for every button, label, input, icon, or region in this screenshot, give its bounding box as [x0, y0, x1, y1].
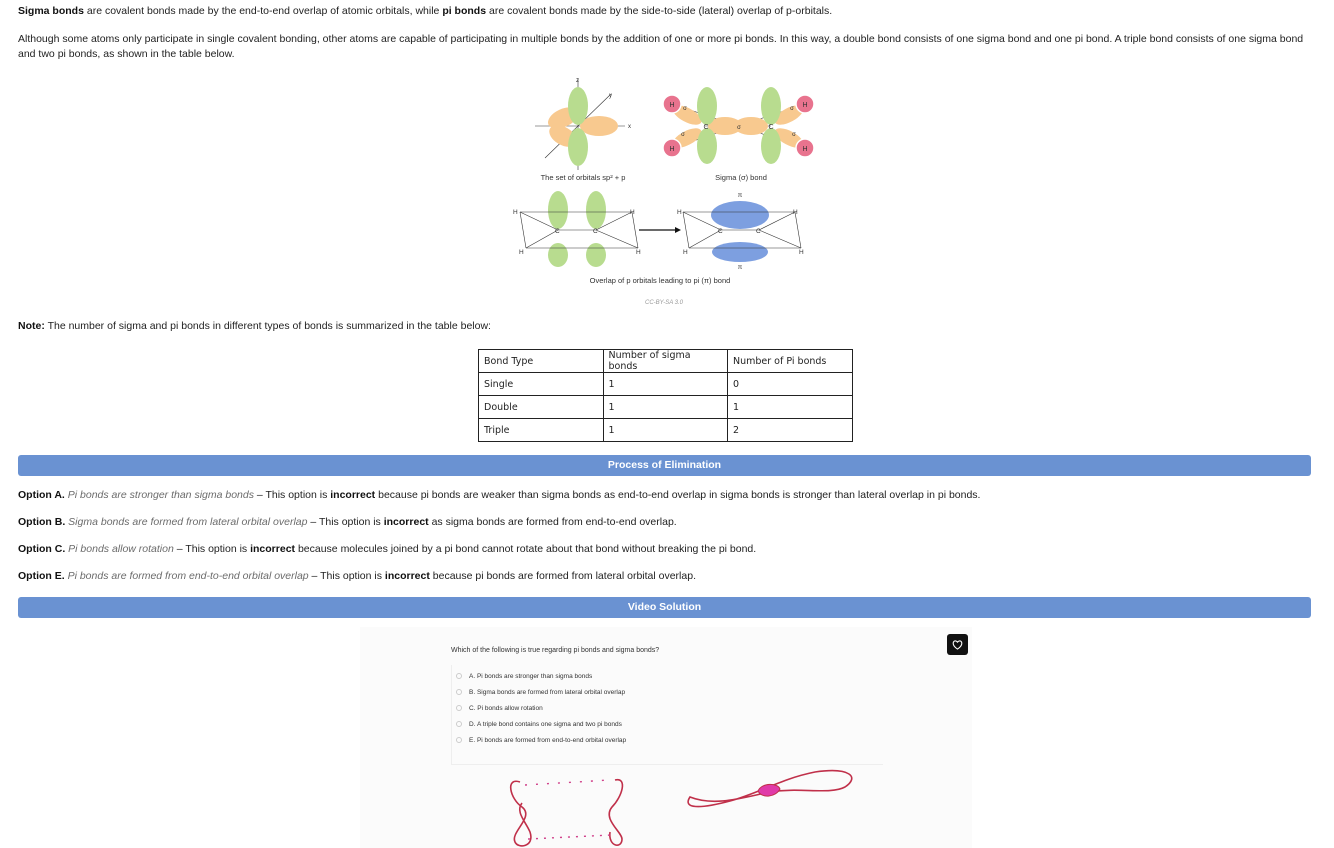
option-verdict: incorrect — [384, 570, 430, 582]
heart-icon — [952, 640, 963, 650]
option-verdict: incorrect — [250, 543, 296, 555]
option-sep: – This option is — [253, 489, 331, 501]
multiple-bonds-paragraph: Although some atoms only participate in single covalent bonding, other atoms are capable of participating in multiple bonds by the addition of one or more pi bonds. In this way, a double bond consists of one sigma bond and one pi bond. A triple bond consists of one sigma bond and two pi bonds, as shown in the table below. — [18, 33, 1304, 60]
option-sep: – This option is — [173, 543, 251, 555]
table-row — [479, 373, 853, 396]
option-e-explanation — [18, 569, 696, 584]
table-cell: 1 — [603, 396, 728, 419]
caption-overlap: Overlap of p orbitals leading to pi (π) bond — [589, 276, 731, 285]
video-option-label: B. Sigma bonds are formed from lateral orbital overlap — [469, 689, 626, 696]
elimination-banner: Process of Elimination — [18, 455, 1311, 476]
figure-credit: CC-BY-SA 3.0 — [644, 300, 684, 306]
option-sep: – This option is — [308, 570, 385, 582]
sp2-p-orbital-set — [535, 78, 631, 170]
table-header: Bond Type — [479, 350, 604, 373]
note-paragraph — [18, 319, 491, 334]
note-label: Note: — [18, 320, 45, 332]
video-player[interactable] — [360, 627, 972, 848]
table-row — [479, 419, 853, 442]
atom-h-label: H — [802, 146, 808, 153]
bonds-table — [478, 349, 853, 442]
option-reason: because molecules joined by a pi bond cannot rotate about that bond without breaking the pi bond. — [295, 543, 757, 555]
sigma-symbol: σ — [792, 132, 796, 138]
video-question: Which of the following is true regarding pi bonds and sigma bonds? — [451, 647, 660, 654]
table-cell: Single — [479, 373, 604, 396]
sigma-symbol: σ — [683, 106, 687, 112]
table-cell: 1 — [603, 373, 728, 396]
option-c-explanation — [18, 542, 756, 557]
atom-h-label: H — [669, 146, 675, 153]
option-verdict: incorrect — [383, 516, 429, 528]
option-label: Option B. — [18, 516, 66, 528]
atom-h-label: H — [630, 209, 635, 216]
table-cell: Double — [479, 396, 604, 419]
sigma-symbol: σ — [737, 125, 741, 131]
video-option-label: A. Pi bonds are stronger than sigma bonds — [469, 673, 593, 680]
intro-paragraph — [18, 4, 1310, 19]
p-orbitals-diagram — [513, 191, 641, 267]
table-row — [479, 396, 853, 419]
atom-c-label: C — [768, 124, 774, 131]
option-label: Option E. — [18, 570, 65, 582]
atom-h-label: H — [793, 209, 798, 216]
atom-h-label: H — [677, 209, 682, 216]
option-verdict: incorrect — [330, 489, 376, 501]
table-header-row — [479, 350, 853, 373]
pi-bond-diagram — [677, 192, 804, 271]
option-text: Pi bonds are stronger than sigma bonds — [67, 489, 254, 501]
atom-h-label: H — [802, 102, 808, 109]
table-header: Number of Pi bonds — [728, 350, 853, 373]
pi-term: pi bonds — [442, 5, 487, 17]
caption-orbitals: The set of orbitals sp² + p — [540, 173, 626, 182]
sigma-definition: are covalent bonds made by the end-to-end overlap of atomic orbitals, while — [83, 5, 443, 17]
video-option-label: D. A triple bond contains one sigma and two pi bonds — [469, 721, 622, 728]
atom-c-label: C — [593, 228, 598, 235]
option-label: Option A. — [18, 489, 65, 501]
option-label: Option C. — [18, 543, 66, 555]
atom-c-label: C — [756, 228, 761, 235]
option-reason: because pi bonds are weaker than sigma bonds as end-to-end overlap in sigma bonds is stronger than lateral overlap in pi bonds. — [375, 489, 981, 501]
sigma-symbol: σ — [790, 106, 794, 112]
pi-definition: are covalent bonds made by the side-to-side (lateral) overlap of p-orbitals. — [486, 5, 833, 17]
table-cell: Triple — [479, 419, 604, 442]
option-text: Pi bonds are formed from end-to-end orbital overlap — [67, 570, 309, 582]
atom-c-label: C — [718, 228, 723, 235]
atom-c-label: C — [555, 228, 560, 235]
video-solution-banner: Video Solution — [18, 597, 1311, 618]
option-sep: – This option is — [307, 516, 384, 528]
table-cell: 1 — [603, 419, 728, 442]
atom-h-label: H — [683, 249, 688, 256]
pi-symbol: π — [737, 264, 743, 271]
option-text: Pi bonds allow rotation — [68, 543, 174, 555]
option-reason: because pi bonds are formed from lateral orbital overlap. — [429, 570, 696, 582]
atom-h-label: H — [636, 249, 641, 256]
atom-h-label: H — [519, 249, 524, 256]
video-annotation-drawing — [360, 627, 972, 848]
atom-h-label: H — [669, 102, 675, 109]
table-cell: 0 — [728, 373, 853, 396]
axis-x-label: x — [628, 124, 631, 130]
sigma-term: Sigma bonds — [18, 5, 84, 17]
option-a-explanation — [18, 488, 980, 503]
video-option-label: C. Pi bonds allow rotation — [469, 705, 543, 712]
axis-z-label: z — [576, 78, 579, 84]
caption-sigma: Sigma (σ) bond — [715, 173, 767, 182]
orbital-figure — [505, 70, 835, 310]
sigma-symbol: σ — [681, 132, 685, 138]
note-text: The number of sigma and pi bonds in different types of bonds is summarized in the table below: — [44, 320, 491, 332]
table-header: Number of sigma bonds — [603, 350, 728, 373]
video-option-label: E. Pi bonds are formed from end-to-end orbital overlap — [469, 737, 627, 744]
option-reason: as sigma bonds are formed from end-to-end overlap. — [428, 516, 677, 528]
table-cell: 2 — [728, 419, 853, 442]
reaction-arrow — [639, 227, 681, 233]
axis-y-label: y — [609, 93, 612, 99]
favorite-button[interactable] — [947, 634, 968, 655]
option-text: Sigma bonds are formed from lateral orbital overlap — [68, 516, 308, 528]
option-b-explanation — [18, 515, 677, 530]
atom-c-label: C — [703, 124, 709, 131]
atom-h-label: H — [799, 249, 804, 256]
sigma-bond-diagram — [663, 87, 814, 164]
atom-h-label: H — [513, 209, 518, 216]
orbital-diagram — [505, 70, 835, 310]
table-cell: 1 — [728, 396, 853, 419]
pi-symbol: π — [737, 192, 743, 199]
